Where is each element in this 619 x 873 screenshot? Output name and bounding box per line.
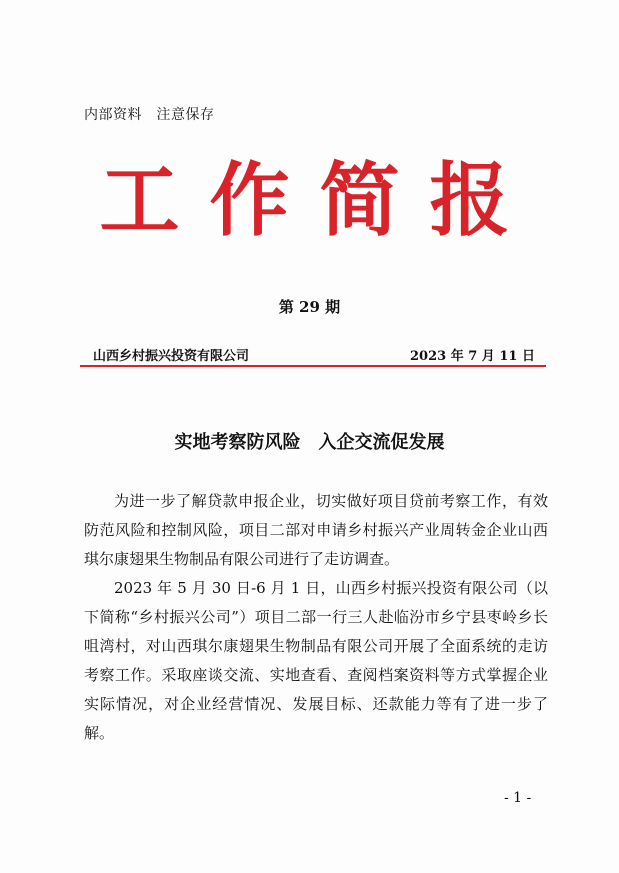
issuer-name: 山西乡村振兴投资有限公司 [93, 349, 250, 364]
issue-number: 第 29 期 [278, 298, 341, 316]
page-number: - 1 - [504, 790, 532, 806]
article-paragraph: 为进一步了解贷款申报企业，切实做好项目贷前考察工作，有效防范风险和控制风险，项目二部对申请乡村振兴产业周转金企业山西琪尔康翅果生物制品有限公司进行了走访调查。 [84, 492, 548, 568]
masthead-title: 工作简报 [99, 153, 540, 247]
classification-label: 内部资料 注意保存 [84, 107, 215, 123]
article-paragraph: 2023 年 5 月 30 日-6 月 1 日，山西乡村振兴投资有限公司（以下简称“乡村振兴公司”）项目二部一行三人赴临汾市乡宁县枣岭乡长咀湾村，对山西琪尔康翅果生物制品有限公司开展了全面系统的走访考察工作。采取座谈交流、实地查看、查阅档案资料等方式掌握企业实际情况，对企业经营情况、发展目标、还款能力等有了进一步了解。 [84, 579, 548, 742]
article-title: 实地考察防风险 入企交流促发展 [174, 432, 445, 453]
article-body [84, 487, 548, 748]
issue-date: 2023 年 7 月 11 日 [410, 349, 535, 364]
red-divider [80, 365, 546, 367]
